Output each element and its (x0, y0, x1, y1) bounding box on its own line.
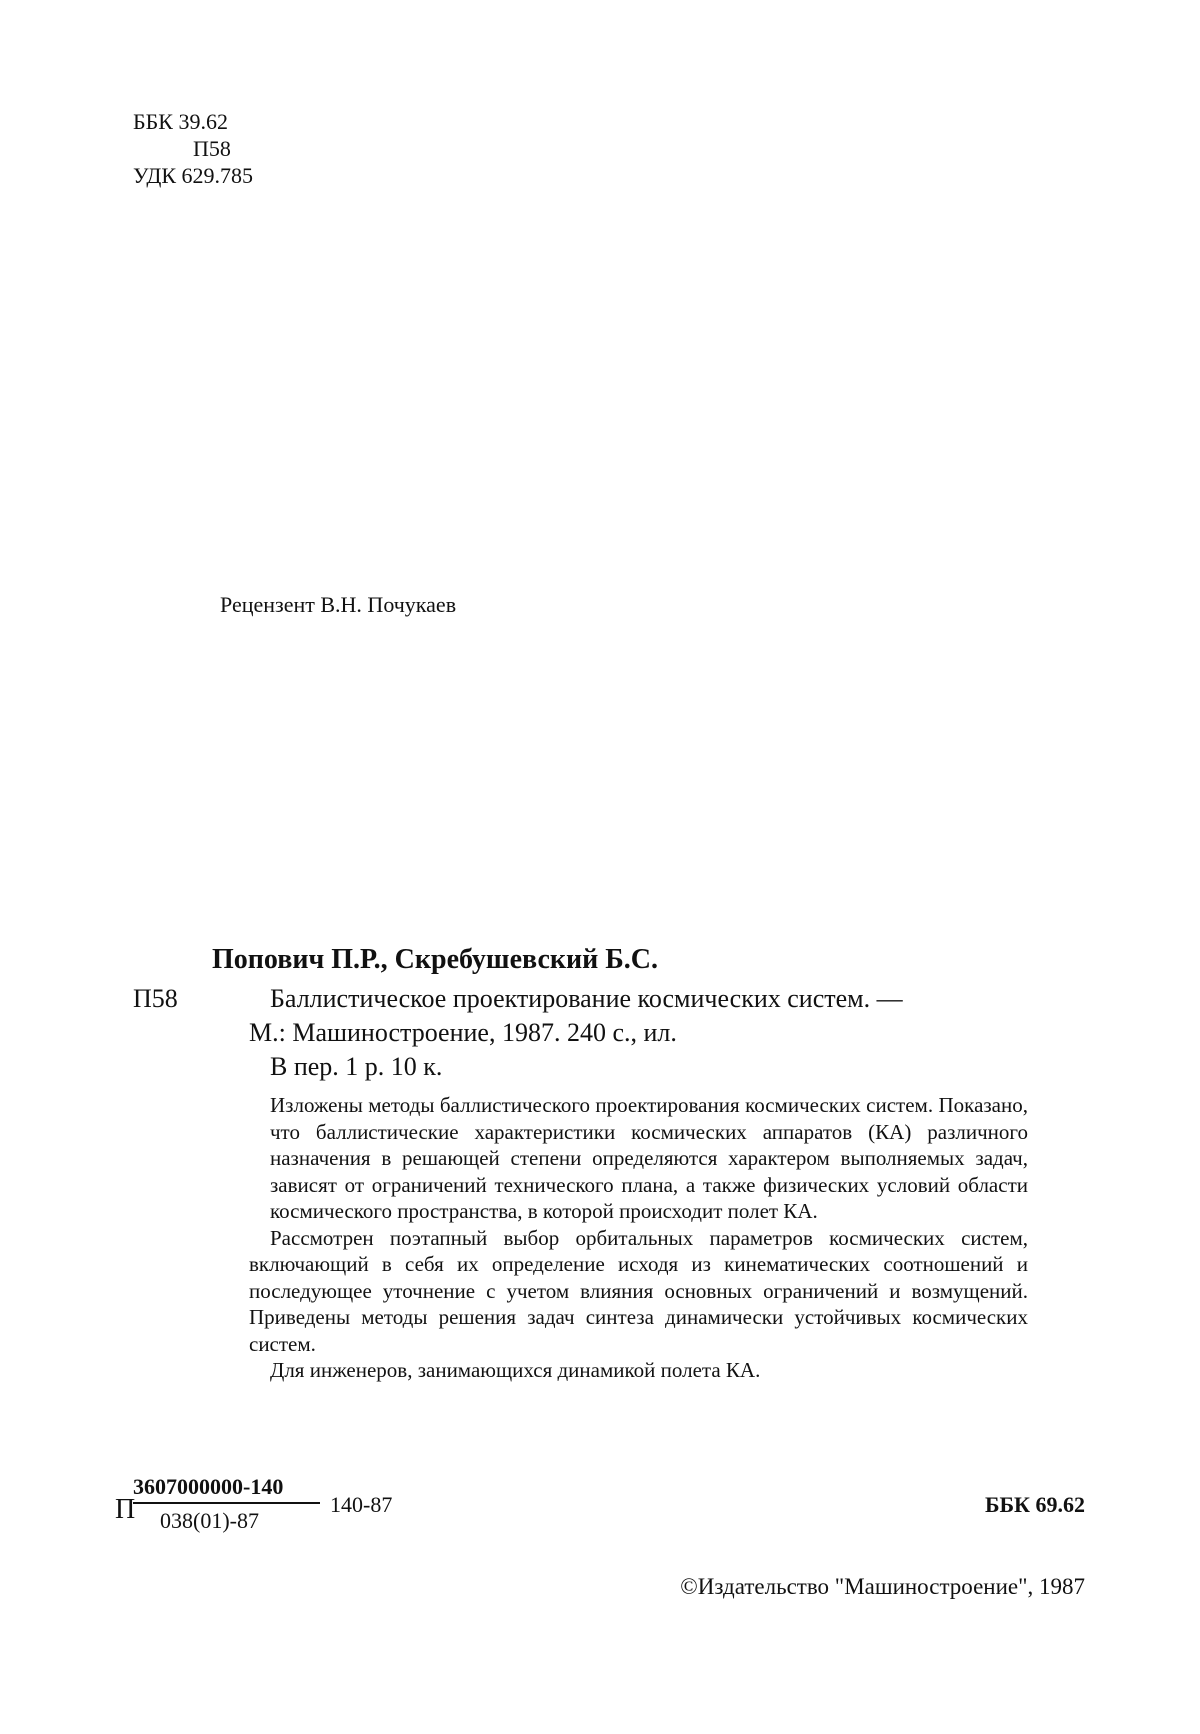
bbk-code: ББК 39.62 (133, 109, 228, 134)
abstract-paragraph-3: Для инженеров, занимающихся динамикой полета КА. (270, 1358, 761, 1382)
abstract-paragraph-2: Рассмотрен поэтапный выбор орбитальных параметров космических систем, включающий в себя их определение исходя из кинематических соотношений и последующее уточнение с учетом влияния основных ограничений и возмущений. Приведены методы решения задач синтеза динамически устойчивых космических систем. (249, 1225, 1028, 1356)
udk-code: УДК 629.785 (133, 163, 254, 188)
index-code: П58 (193, 136, 231, 161)
bbk-bottom-code: ББК 69.62 (984, 1492, 1085, 1517)
book-title-line: Баллистическое проектирование космических систем. — (270, 984, 903, 1013)
fraction-numerator: 3607000000-140 (133, 1474, 284, 1499)
abstract-text (249, 1092, 1028, 1384)
copyright-line: ©Издательство "Машиностроение", 1987 (680, 1574, 1085, 1599)
abstract-paragraph-1: Изложены методы баллистического проектирования космических систем. Показано, что баллистические характеристики космических аппаратов (КА) различного назначения в решающей степени определяются характером выполняемых задач, зависят от ограничений технического плана, а также физических условий области космического пространства, в которой происходит полет КА. (270, 1093, 1028, 1223)
classification-codes (133, 108, 253, 189)
fraction-bar (133, 1502, 320, 1504)
card-index-code: П58 (133, 984, 178, 1013)
price-line: В пер. 1 р. 10 к. (270, 1052, 443, 1081)
fraction-tail: 140-87 (330, 1492, 393, 1517)
authors-line: Попович П.Р., Скребушевский Б.С. (212, 944, 659, 975)
publisher-line: М.: Машиностроение, 1987. 240 с., ил. (249, 1018, 677, 1047)
reviewer-line: Рецензент В.Н. Почукаев (220, 592, 457, 617)
fraction-denominator: 038(01)-87 (160, 1508, 259, 1533)
fraction-letter: П (115, 1494, 136, 1525)
